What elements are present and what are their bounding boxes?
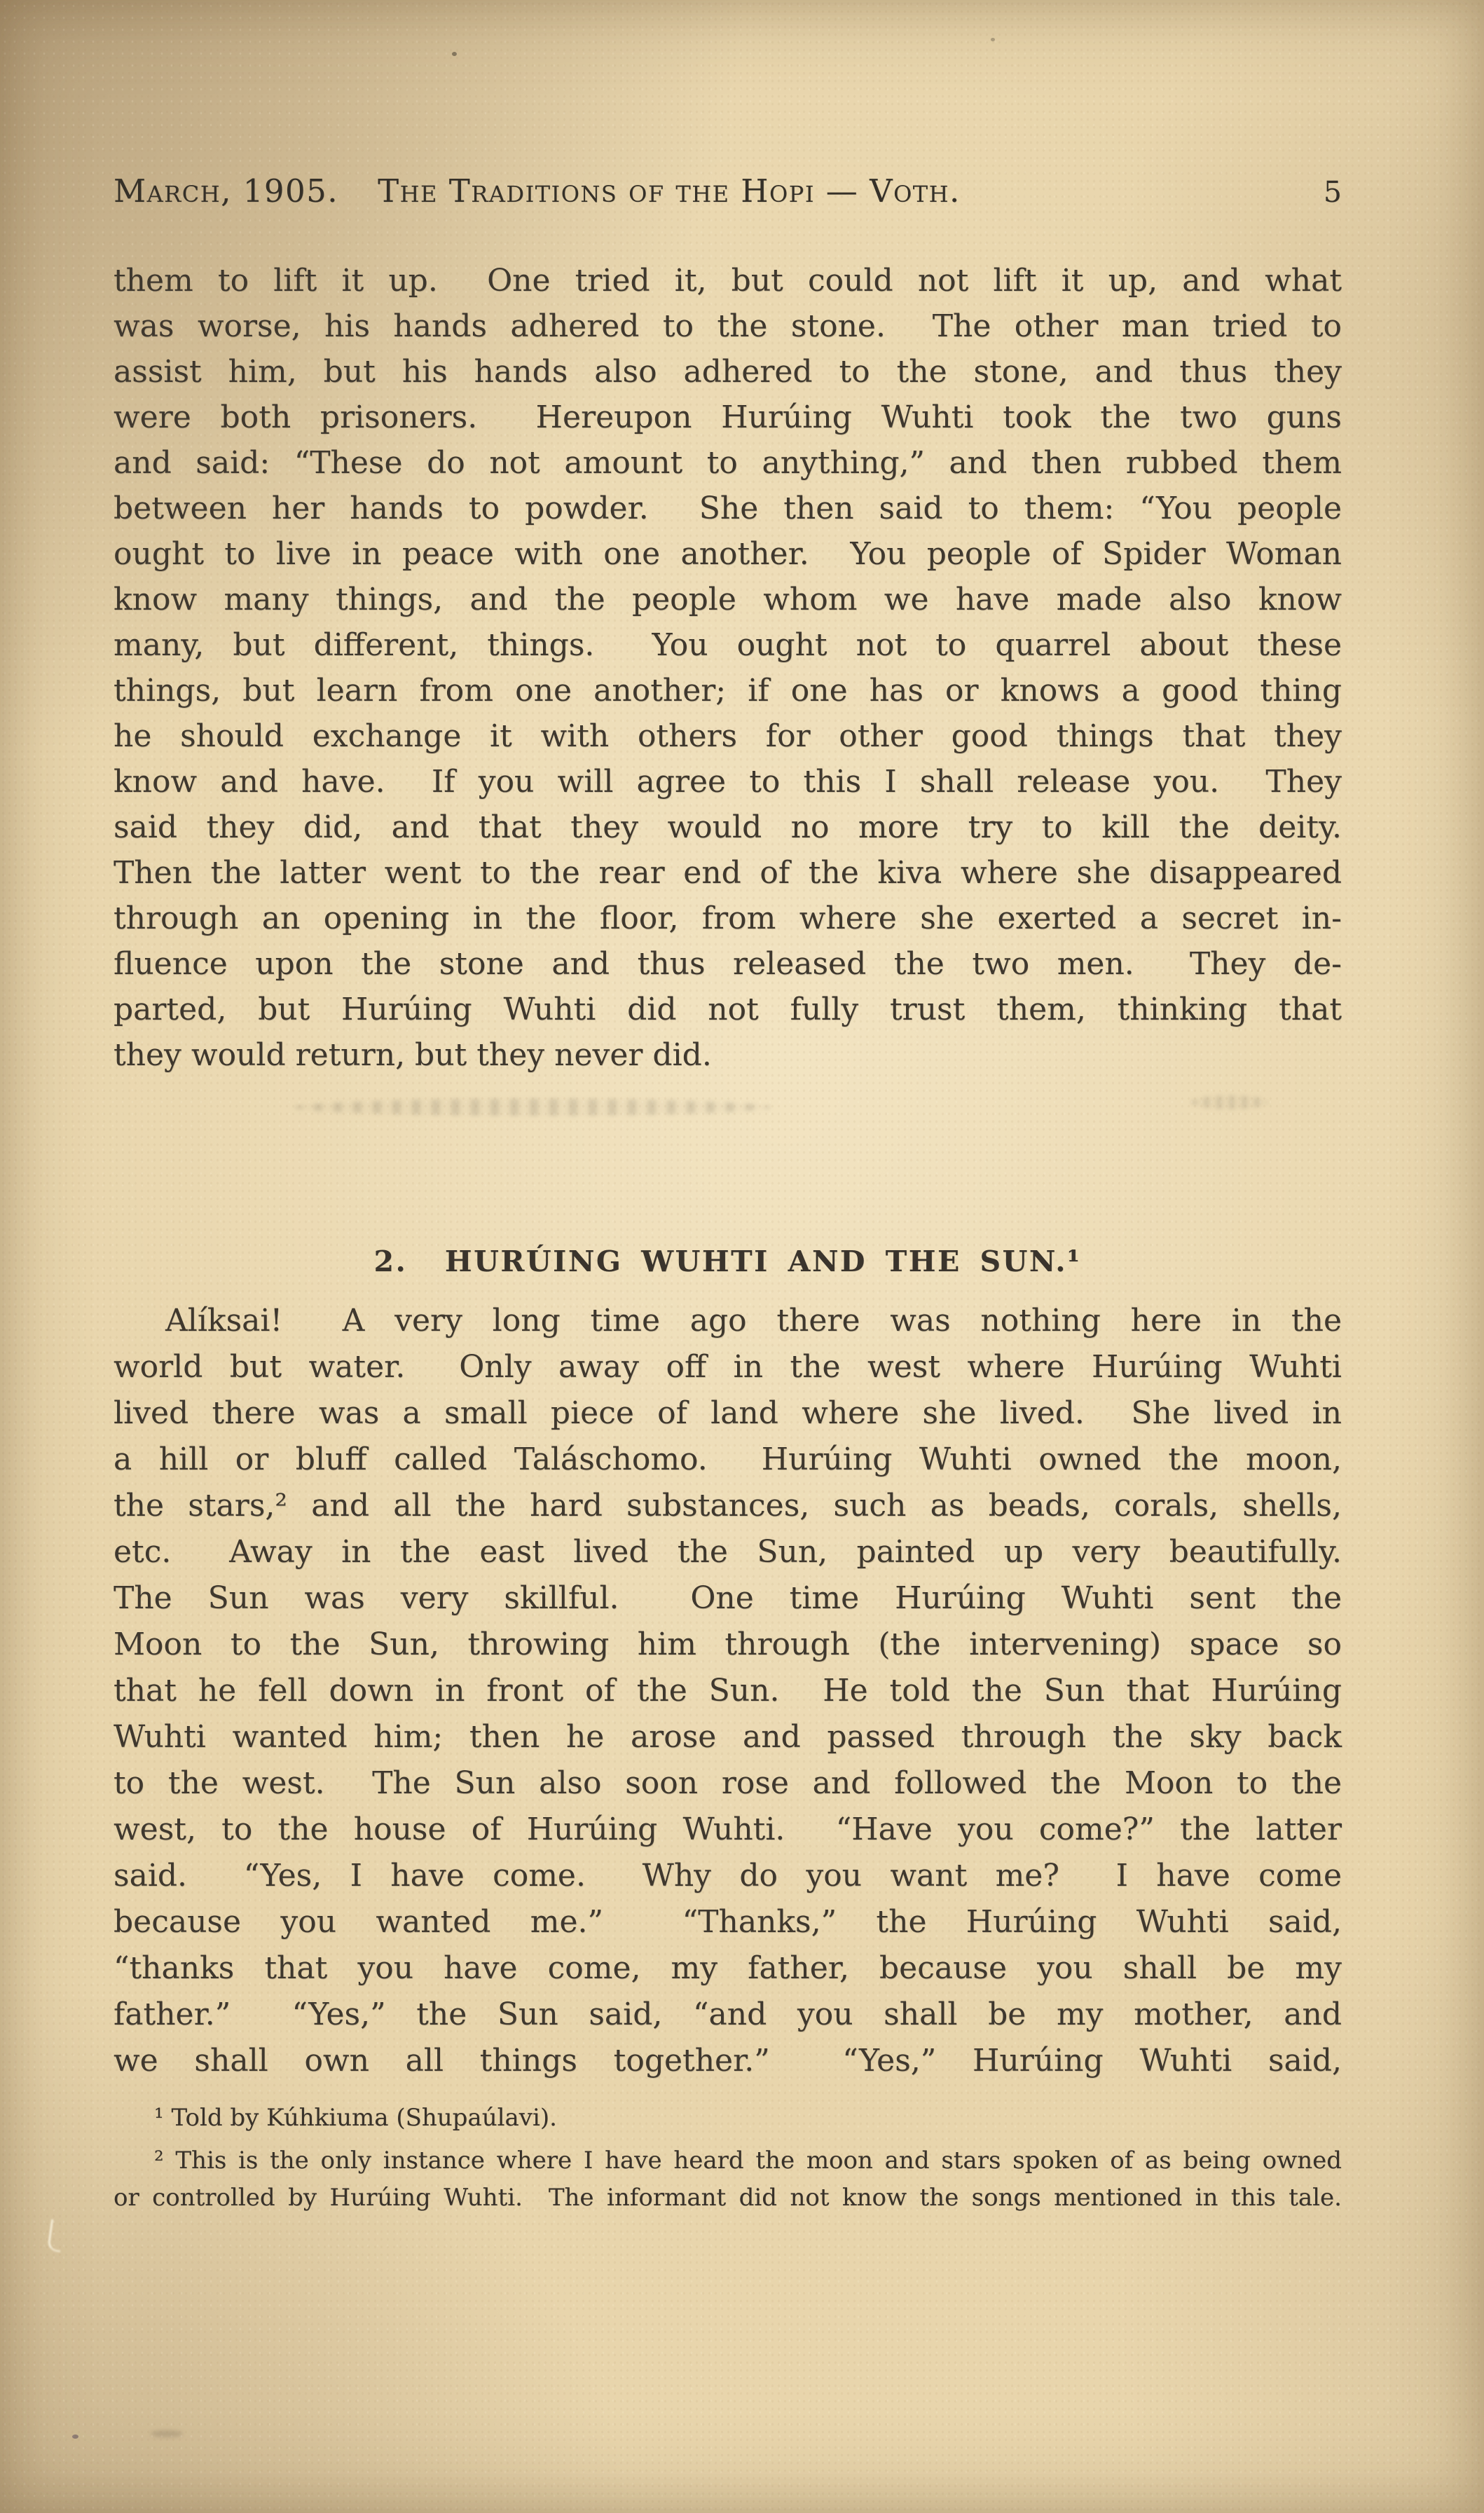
text-line: through an opening in the floor, from where she exerted a secret in- xyxy=(114,901,1342,936)
ink-speck xyxy=(72,2435,78,2439)
text-line: them to lift it up. One tried it, but could not lift it up, and what xyxy=(114,263,1342,299)
running-header xyxy=(114,172,1342,210)
text-line: ought to live in peace with one another. You people of Spider Woman xyxy=(114,536,1342,572)
text-line: said they did, and that they would no more try to kill the deity. xyxy=(114,809,1342,845)
text-line: were both prisoners. Hereupon Hurúing Wuhti took the two guns xyxy=(114,399,1342,435)
text-line: and said: “These do not amount to anything,” and then rubbed them xyxy=(114,445,1342,481)
text-line: or controlled by Hurúing Wuhti. The informant did not know the songs mentioned in this tale. xyxy=(114,2184,1342,2212)
text-line: ¹ Told by Kúhkiuma (Shupaúlavi). xyxy=(154,2104,557,2132)
text-line: things, but learn from one another; if one has or knows a good thing xyxy=(114,673,1342,708)
footnotes xyxy=(114,2100,1342,2217)
text-line: parted, but Hurúing Wuhti did not fully trust them, thinking that xyxy=(114,992,1342,1027)
text-line: between her hands to powder. She then said to them: “You people xyxy=(114,491,1342,526)
text-line: many, but different, things. You ought not to quarrel about these xyxy=(114,627,1342,663)
text-line: know and have. If you will agree to this I shall release you. They xyxy=(114,764,1342,800)
text-line: world but water. Only away off in the west where Hurúing Wuhti xyxy=(114,1349,1342,1385)
page-number: 5 xyxy=(1323,175,1342,209)
text-line: Wuhti wanted him; then he arose and passed through the sky back xyxy=(114,1719,1342,1755)
text-line: they would return, but they never did. xyxy=(114,1037,712,1073)
text-line: that he fell down in front of the Sun. He told the Sun that Hurúing xyxy=(114,1673,1342,1709)
story-huruing-wuhti-and-spider-people-paragraph xyxy=(114,258,1342,1078)
text-line: Alíksai! A very long time ago there was nothing here in the xyxy=(165,1303,1342,1338)
section-heading: 2. HURÚING WUHTI AND THE SUN.¹ xyxy=(373,1245,1082,1279)
header-date: March, 1905. xyxy=(114,172,339,210)
paper-smudge xyxy=(151,2430,183,2437)
text-line: lived there was a small piece of land where she lived. She lived in xyxy=(114,1395,1342,1431)
text-line: ² This is the only instance where I have heard the moon and stars spoken of as being owned xyxy=(154,2146,1342,2175)
text-line: etc. Away in the east lived the Sun, painted up very beautifully. xyxy=(114,1534,1342,1570)
text-line: we shall own all things together.” “Yes,” Hurúing Wuhti said, xyxy=(114,2043,1342,2079)
paper-scratch xyxy=(47,2219,64,2252)
text-line: assist him, but his hands also adhered to the stone, and thus they xyxy=(114,354,1342,390)
story-huruing-wuhti-and-the-sun-paragraph xyxy=(114,1298,1342,2084)
text-line: to the west. The Sun also soon rose and followed the Moon to the xyxy=(114,1765,1342,1801)
text-line: the stars,² and all the hard substances, such as beads, corals, shells, xyxy=(114,1488,1342,1523)
text-line: a hill or bluff called Taláschomo. Hurúing Wuhti owned the moon, xyxy=(114,1442,1342,1477)
text-line: Then the latter went to the rear end of the kiva where she disappeared xyxy=(114,855,1342,891)
text-line: he should exchange it with others for other good things that they xyxy=(114,718,1342,754)
text-line: The Sun was very skillful. One time Hurúing Wuhti sent the xyxy=(114,1580,1342,1616)
footnote-2 xyxy=(114,2142,1342,2217)
text-line: fluence upon the stone and thus released the two men. They de- xyxy=(114,946,1342,982)
text-line: “thanks that you have come, my father, because you shall be my xyxy=(114,1950,1342,1986)
text-line: Moon to the Sun, throwing him through (the intervening) space so xyxy=(114,1627,1342,1662)
pencil-smudge xyxy=(294,1099,771,1116)
pencil-smudge xyxy=(1191,1095,1268,1109)
header-title: The Traditions of the Hopi — Voth. xyxy=(378,172,961,210)
ink-speck xyxy=(991,38,995,41)
text-line: said. “Yes, I have come. Why do you want me? I have come xyxy=(114,1858,1342,1894)
text-line: was worse, his hands adhered to the stone. The other man tried to xyxy=(114,308,1342,344)
text-line: because you wanted me.” “Thanks,” the Hurúing Wuhti said, xyxy=(114,1904,1342,1940)
ink-speck xyxy=(452,52,457,56)
footnote-1 xyxy=(114,2100,1342,2137)
text-line: west, to the house of Hurúing Wuhti. “Have you come?” the latter xyxy=(114,1812,1342,1847)
text-line: know many things, and the people whom we have made also know xyxy=(114,582,1342,617)
text-line: father.” “Yes,” the Sun said, “and you shall be my mother, and xyxy=(114,1997,1342,2032)
